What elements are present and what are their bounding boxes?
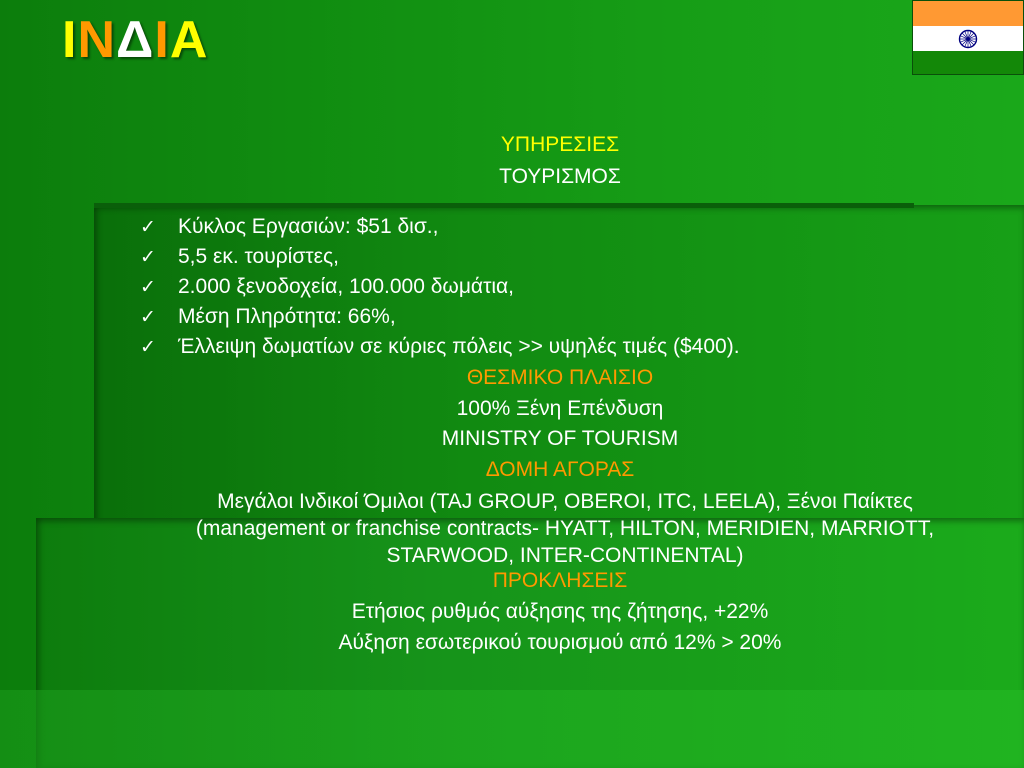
list-item bbox=[140, 332, 740, 362]
list-item-text: Κύκλος Εργασιών: $51 δισ., bbox=[178, 215, 439, 238]
list-item-text: Μέση Πληρότητα: 66%, bbox=[178, 305, 396, 328]
bullet-list bbox=[140, 212, 740, 362]
checkmark-icon: ✓ bbox=[140, 216, 156, 238]
list-item-text: 2.000 ξενοδοχεία, 100.000 δωμάτια, bbox=[178, 275, 514, 298]
title-letter: I bbox=[62, 11, 78, 69]
title-letter: Δ bbox=[116, 11, 155, 69]
title-letter: N bbox=[77, 11, 117, 69]
list-item bbox=[140, 302, 740, 332]
list-item bbox=[140, 242, 740, 272]
market-heading: ΔΟΜΗ ΑΓΟΡΑΣ bbox=[485, 458, 635, 481]
challenges-heading: ΠΡΟΚΛΗΣΕΙΣ bbox=[492, 569, 628, 592]
list-item-text: 5,5 εκ. τουρίστες, bbox=[178, 245, 339, 268]
framework-heading: ΘΕΣΜΙΚΟ ΠΛΑΙΣΙΟ bbox=[466, 366, 654, 389]
checkmark-icon: ✓ bbox=[140, 276, 156, 298]
checkmark-icon: ✓ bbox=[140, 336, 156, 358]
title-letter: A bbox=[169, 11, 209, 69]
title-letter: I bbox=[154, 11, 170, 69]
list-item bbox=[140, 272, 740, 302]
checkmark-icon: ✓ bbox=[140, 306, 156, 328]
section-subheading: ΤΟΥΡΙΣΜΟΣ bbox=[499, 165, 621, 188]
challenges-line: Ετήσιος ρυθμός αύξησης της ζήτησης, +22% bbox=[351, 600, 769, 623]
section-heading: ΥΠΗΡΕΣΙΕΣ bbox=[500, 133, 620, 156]
framework-line: MINISTRY OF TOURISM bbox=[441, 427, 679, 450]
market-text: Μεγάλοι Ινδικοί Όμιλοι (TAJ GROUP, OBEROI, ITC, LEELA), Ξένοι Παίκτες (management or franchise contracts- HYATT, HILTON, MERIDIEN, MARRIOTT, STARWOOD, INTER-CONTINENTAL) bbox=[195, 490, 935, 567]
list-item bbox=[140, 212, 740, 242]
challenges-line: Αύξηση εσωτερικού τουρισμού από 12% > 20% bbox=[338, 631, 782, 654]
checkmark-icon: ✓ bbox=[140, 246, 156, 268]
framework-line: 100% Ξένη Επένδυση bbox=[456, 397, 664, 420]
list-item-text: Έλλειψη δωματίων σε κύριες πόλεις >> υψηλές τιμές ($400). bbox=[178, 335, 740, 358]
